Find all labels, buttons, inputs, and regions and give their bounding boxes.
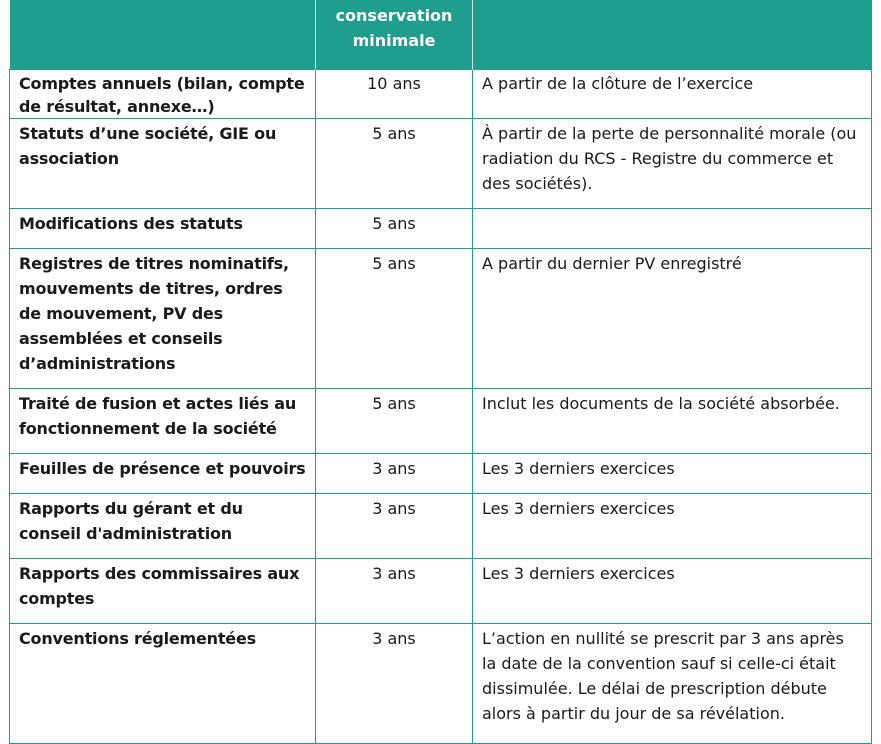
duration-cell: 5 ans — [316, 389, 473, 454]
table-row — [10, 70, 872, 119]
remark-cell — [473, 209, 872, 249]
duration-cell: 5 ans — [316, 209, 473, 249]
header-retention-duration: conservation minimale — [316, 0, 473, 70]
duration-cell: 3 ans — [316, 494, 473, 559]
remark-cell: Inclut les documents de la société absorbée. — [473, 389, 872, 454]
remark-cell: A partir de la clôture de l’exercice — [473, 70, 872, 119]
remark-cell: A partir du dernier PV enregistré — [473, 249, 872, 389]
remark-cell: Les 3 derniers exercices — [473, 559, 872, 624]
table-row — [10, 494, 872, 559]
table-row — [10, 249, 872, 389]
document-type-cell: Rapports des commissaires aux comptes — [10, 559, 316, 624]
document-type-cell: Comptes annuels (bilan, compte de résultat, annexe…) — [10, 70, 316, 119]
document-type-cell: Modifications des statuts — [10, 209, 316, 249]
document-type-cell: Statuts d’une société, GIE ou association — [10, 119, 316, 209]
document-type-cell: Traité de fusion et actes liés au fonctionnement de la société — [10, 389, 316, 454]
table-row — [10, 559, 872, 624]
duration-cell: 5 ans — [316, 249, 473, 389]
document-type-cell: Feuilles de présence et pouvoirs — [10, 454, 316, 494]
header-remarks — [473, 0, 872, 70]
remark-cell: L’action en nullité se prescrit par 3 ans après la date de la convention sauf si celle-ci était dissimulée. Le délai de prescription débute alors à partir du jour de sa révélation. — [473, 624, 872, 744]
document-type-cell: Registres de titres nominatifs, mouvements de titres, ordres de mouvement, PV des assemblées et conseils d’administrations — [10, 249, 316, 389]
header-row — [10, 0, 872, 70]
document-type-cell: Rapports du gérant et du conseil d'administration — [10, 494, 316, 559]
table-row — [10, 389, 872, 454]
table-row — [10, 209, 872, 249]
table-row — [10, 454, 872, 494]
header-document-type — [10, 0, 316, 70]
remark-cell: Les 3 derniers exercices — [473, 494, 872, 559]
duration-cell: 3 ans — [316, 559, 473, 624]
duration-cell: 3 ans — [316, 624, 473, 744]
document-type-cell: Conventions réglementées — [10, 624, 316, 744]
remark-cell: Les 3 derniers exercices — [473, 454, 872, 494]
retention-table — [9, 0, 872, 744]
duration-cell: 10 ans — [316, 70, 473, 119]
table-row — [10, 624, 872, 744]
duration-cell: 5 ans — [316, 119, 473, 209]
table-header — [10, 0, 872, 70]
duration-cell: 3 ans — [316, 454, 473, 494]
remark-cell: À partir de la perte de personnalité morale (ou radiation du RCS - Registre du commerce et des sociétés). — [473, 119, 872, 209]
table-row — [10, 119, 872, 209]
